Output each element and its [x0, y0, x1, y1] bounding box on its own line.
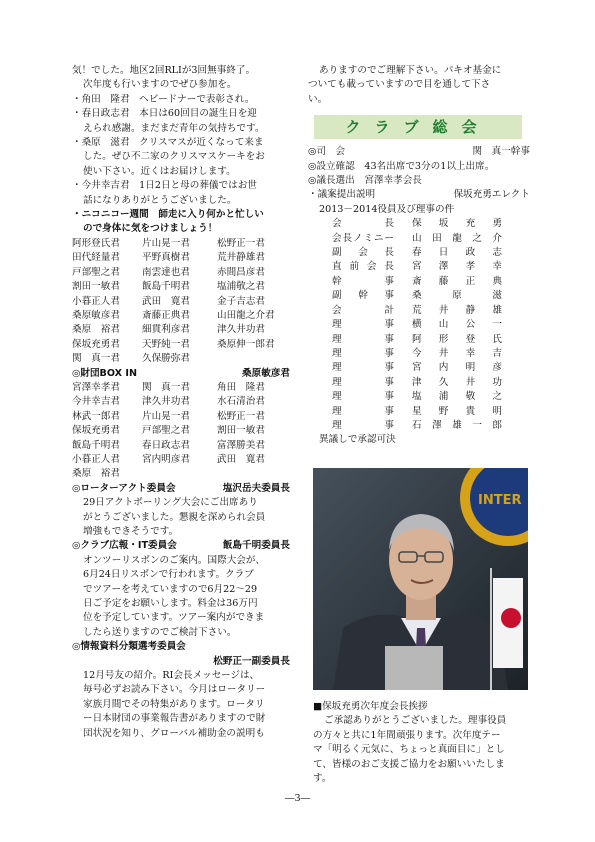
officer-role: 会長ノミニー	[332, 232, 394, 244]
member-name: 片山晃一君	[142, 410, 190, 422]
caption-body-line: マ「明るく元気に、ちょっと真面目に」とし	[313, 744, 505, 756]
member-name	[142, 467, 217, 481]
body-line: 増強もできそうです。	[83, 526, 179, 537]
officer-row	[332, 232, 530, 246]
officer-name: 荒井静雄	[412, 304, 502, 316]
page-number: ―3―	[284, 793, 311, 804]
officer-role: 理事	[332, 376, 394, 388]
body-line: 日ご予定をお願いします。料金は36万円	[83, 598, 258, 610]
intro-line: ついても載っていますので目を通して下さ	[308, 79, 491, 91]
member-name: 山田龍之介君	[217, 309, 275, 321]
info-heading-name: 松野正一副委員長	[213, 655, 290, 667]
info-heading: ◎情報資料分類選考委員会	[72, 641, 186, 653]
member-name: 桑原伸一郎君	[217, 338, 275, 350]
officer-name: 春日政志	[412, 247, 502, 259]
member-name: 飯島千明君	[72, 439, 120, 451]
zaidan-name-list	[72, 381, 290, 482]
officer-name: 桑原滋	[412, 290, 502, 302]
rotaract-heading-name: 塩沢岳夫委員長	[222, 482, 290, 494]
member-name: 桑原敏彦君	[72, 309, 120, 321]
member-name: 金子吉志君	[217, 295, 265, 307]
member-name: 津久井功君	[217, 324, 265, 336]
body-line: 29日アクトボーリング大会にご出席あり	[83, 497, 258, 509]
body-line: がとうございました。懇親を深められ会員	[83, 511, 266, 523]
meeting-value: 保坂充勇エレクト	[453, 189, 530, 201]
niconico-name-list	[72, 237, 290, 367]
caption-body-line: ご承認ありがとうございました。理事役員	[324, 715, 507, 727]
officer-row	[332, 260, 530, 274]
zaidan-name-row	[72, 439, 290, 453]
intro-line: ありますのでご理解下さい。パキオ基金に	[319, 65, 502, 76]
report-item-cont: した。ぜひ不二家のクリスマスケーキをお	[83, 151, 265, 163]
report-item: ・今井幸吉君 1日2日と母の葬儀ではお世	[72, 180, 257, 192]
officer-row	[332, 347, 530, 361]
member-name: 阿形登氏君	[72, 237, 120, 249]
report-item-cont: 話になりありがとうございました。	[83, 194, 237, 206]
rotaract-heading: ◎ローターアクト委員会	[72, 482, 176, 494]
member-name: 塩浦敬之君	[217, 281, 265, 293]
officer-row	[332, 361, 530, 375]
officers-list	[308, 217, 530, 433]
officer-row	[332, 376, 530, 390]
rotary-logo-text: INTER	[478, 493, 522, 508]
member-name: 斎藤正典君	[142, 309, 190, 321]
officer-row	[332, 289, 530, 303]
caption-body-line: の方々と共に1年間頑張ります。次年度テー	[313, 729, 501, 741]
microphone-stand	[385, 646, 443, 690]
niconico-name-row	[72, 338, 290, 352]
member-name: 戸部聖之君	[142, 425, 190, 437]
officer-name: 斎藤正典	[412, 275, 502, 287]
member-name: 荒井静雄君	[217, 252, 265, 264]
niconico-name-row	[72, 237, 290, 251]
report-item-cont: 使い下さい。近くはお届けします。	[83, 165, 236, 177]
right-column	[308, 64, 530, 448]
officer-name: 横山公一	[412, 319, 502, 331]
officer-role: 副幹事	[332, 290, 394, 302]
officer-row	[332, 275, 530, 289]
body-line: 位を予定しています。ツアー案内ができま	[83, 612, 265, 624]
officer-name: 塩浦敬之	[412, 391, 502, 403]
club-pr-heading-name: 飯島千明委員長	[222, 540, 290, 552]
rotaract-heading-row	[72, 482, 290, 496]
zaidan-name-row	[72, 453, 290, 467]
officer-role: 直前会長	[332, 261, 394, 273]
intro-line: い。	[308, 93, 328, 105]
member-name: 武田 寛君	[217, 453, 265, 465]
body-line: 毎号必ずお読み下さい。今月はロータリー	[83, 684, 266, 696]
member-name: 片山晃一君	[142, 237, 190, 249]
club-general-meeting-banner: クラブ総会	[314, 115, 522, 139]
member-name: 今井幸吉君	[72, 396, 120, 408]
officers-title: 2013－2014役員及び理事の件	[319, 203, 455, 215]
officer-row	[332, 419, 530, 433]
niconico-name-row	[72, 251, 290, 265]
member-name: 津久井功君	[142, 396, 190, 408]
officer-name: 宮澤孝幸	[412, 261, 502, 273]
member-name: 久保勝弥君	[142, 353, 190, 365]
member-name: 天野純一君	[142, 338, 190, 350]
zaidan-name-row	[72, 424, 290, 438]
member-name: 赤間昌彦君	[217, 266, 265, 278]
zaidan-name-row	[72, 410, 290, 424]
officer-row	[332, 304, 530, 318]
member-name: 田代経量君	[72, 252, 120, 264]
body-line: オンツーリスボンのご案内。国際大会が、	[83, 554, 266, 566]
meeting-item: ◎設立確認 43名出席で3分の1以上出席。	[308, 160, 495, 172]
officer-name: 阿形登氏	[412, 333, 502, 345]
officer-role: 理事	[332, 319, 394, 331]
member-name: 水石清治君	[217, 396, 265, 408]
club-pr-heading-row	[72, 539, 290, 553]
body-line: でツアーを考えていますので6月22～29	[83, 583, 258, 595]
member-name: 関 真一君	[142, 381, 190, 393]
officer-role: 理事	[332, 347, 394, 359]
member-name: 南雲達也君	[142, 266, 190, 278]
photo-caption: ■保坂充勇次年度会長挨拶	[313, 701, 428, 712]
niconico-name-row	[72, 323, 290, 337]
member-name: 関 真一君	[72, 353, 120, 365]
meeting-value: 関 真一幹事	[472, 146, 530, 158]
niconico-name-row	[72, 266, 290, 280]
meeting-item: ◎議長選出 宮澤幸孝会長	[308, 175, 422, 187]
approval-note: 異議しで承認可決	[319, 434, 396, 446]
officer-role: 理事	[332, 362, 394, 374]
member-name: 保坂充勇君	[72, 338, 120, 350]
officer-row	[332, 390, 530, 404]
intro-line: 次年度も行いますのでぜひ参加を。	[83, 79, 237, 91]
officer-role: 理事	[332, 391, 394, 403]
officer-row	[332, 217, 530, 231]
member-name: 細貫利彦君	[142, 324, 190, 336]
officer-role: 副会長	[332, 247, 394, 259]
member-name: 平野真樹君	[142, 252, 190, 264]
body-line: 6月24日リスボンで行われます。クラブ	[83, 569, 254, 581]
officer-name: 宮内明彦	[412, 362, 502, 374]
left-column	[72, 64, 290, 741]
niconico-name-row	[72, 352, 290, 366]
member-name: 小暮正人君	[72, 453, 120, 465]
intro-line: 気！でした。地区2回RLIが3回無事終了。	[72, 65, 256, 76]
niconico-name-row	[72, 295, 290, 309]
member-name: 春日政志君	[142, 439, 190, 451]
meeting-item: ◎司 会	[308, 146, 346, 158]
member-name: 桑原 裕君	[72, 468, 120, 480]
officer-role: 会長	[332, 218, 394, 230]
officer-role: 理事	[332, 419, 394, 431]
officer-role: 理事	[332, 333, 394, 345]
member-name: 武田 寛君	[142, 295, 190, 307]
officer-row	[332, 246, 530, 260]
member-name: 小暮正人君	[72, 295, 120, 307]
report-item-cont: えられ感謝。まだまだ青年の気持ちです。	[83, 122, 265, 134]
report-item: ・角田 隆君 ヘビードナーで表彰され。	[72, 93, 255, 105]
report-item: ・桑原 滋君 クリスマスが近くなって来ま	[72, 137, 264, 149]
member-name: 戸部聖之君	[72, 266, 120, 278]
member-name: 割田一敏君	[217, 425, 265, 437]
member-name: 松野正一君	[217, 237, 265, 249]
zaidan-heading: ◎財団BOX IN	[72, 367, 138, 379]
member-name: 松野正一君	[217, 410, 265, 422]
photo-caption-block	[313, 700, 533, 786]
president-elect-photo	[313, 468, 528, 690]
caption-body-line: す。	[313, 773, 332, 785]
body-line: 12月号友の紹介。RI会長メッセージは、	[83, 670, 260, 682]
officer-name: 津久井功	[412, 376, 502, 388]
member-name: 富澤勝美君	[217, 439, 265, 451]
officer-name: 今井幸吉	[412, 347, 502, 359]
member-name: 桑原 裕君	[72, 324, 120, 336]
zaidan-heading-name: 桑原敏彦君	[242, 367, 290, 379]
body-line: したら送りますのでご検討下さい。	[83, 626, 237, 638]
niconico-heading: ・ニコニコー週間 師走に入り何かと忙しい	[72, 209, 264, 221]
niconico-name-row	[72, 280, 290, 294]
report-item: ・春日政志君 本日は60回目の誕生日を迎	[72, 108, 257, 120]
member-name: 割田一敏君	[72, 281, 120, 293]
officer-row	[332, 405, 530, 419]
officer-row	[332, 318, 530, 332]
officer-role: 理事	[332, 405, 394, 417]
officer-row	[332, 333, 530, 347]
niconico-name-row	[72, 309, 290, 323]
zaidan-name-row	[72, 467, 290, 481]
body-line: 家族月間でその特集があります。ロータリ	[83, 698, 265, 710]
officer-name: 星野貴明	[412, 405, 502, 417]
caption-body-line: て、皆様のおご支援ご協力をお願いいたしま	[313, 758, 505, 770]
officer-name: 山田龍之介	[412, 232, 502, 244]
photo-illustration	[313, 468, 528, 690]
member-name: 飯島千明君	[142, 281, 190, 293]
zaidan-heading-row	[72, 367, 290, 381]
niconico-heading: ので身体に気をつけましょう！	[83, 223, 218, 235]
member-name: 宮内明彦君	[142, 453, 190, 465]
officer-role: 会計	[332, 304, 394, 316]
meeting-item: ・議案提出説明	[308, 189, 376, 201]
member-name: 宮澤幸孝君	[72, 381, 120, 393]
body-line: 団状況を知り、グローバル補助金の説明も	[83, 727, 265, 739]
officer-role: 幹事	[332, 275, 394, 287]
member-name: 角田 隆君	[217, 381, 265, 393]
member-name: 林武一郎君	[72, 410, 120, 422]
club-pr-heading: ◎クラブ広報・IT委員会	[72, 540, 177, 552]
zaidan-name-row	[72, 381, 290, 395]
member-name: 保坂充勇君	[72, 425, 120, 437]
meeting-row	[308, 145, 530, 159]
meeting-row	[308, 188, 530, 202]
officer-name: 保坂充勇	[412, 218, 502, 230]
officer-name: 石澤雄一郎	[412, 419, 502, 431]
body-line: ー日本財団の事業報告書がありますので財	[83, 713, 266, 725]
zaidan-name-row	[72, 395, 290, 409]
